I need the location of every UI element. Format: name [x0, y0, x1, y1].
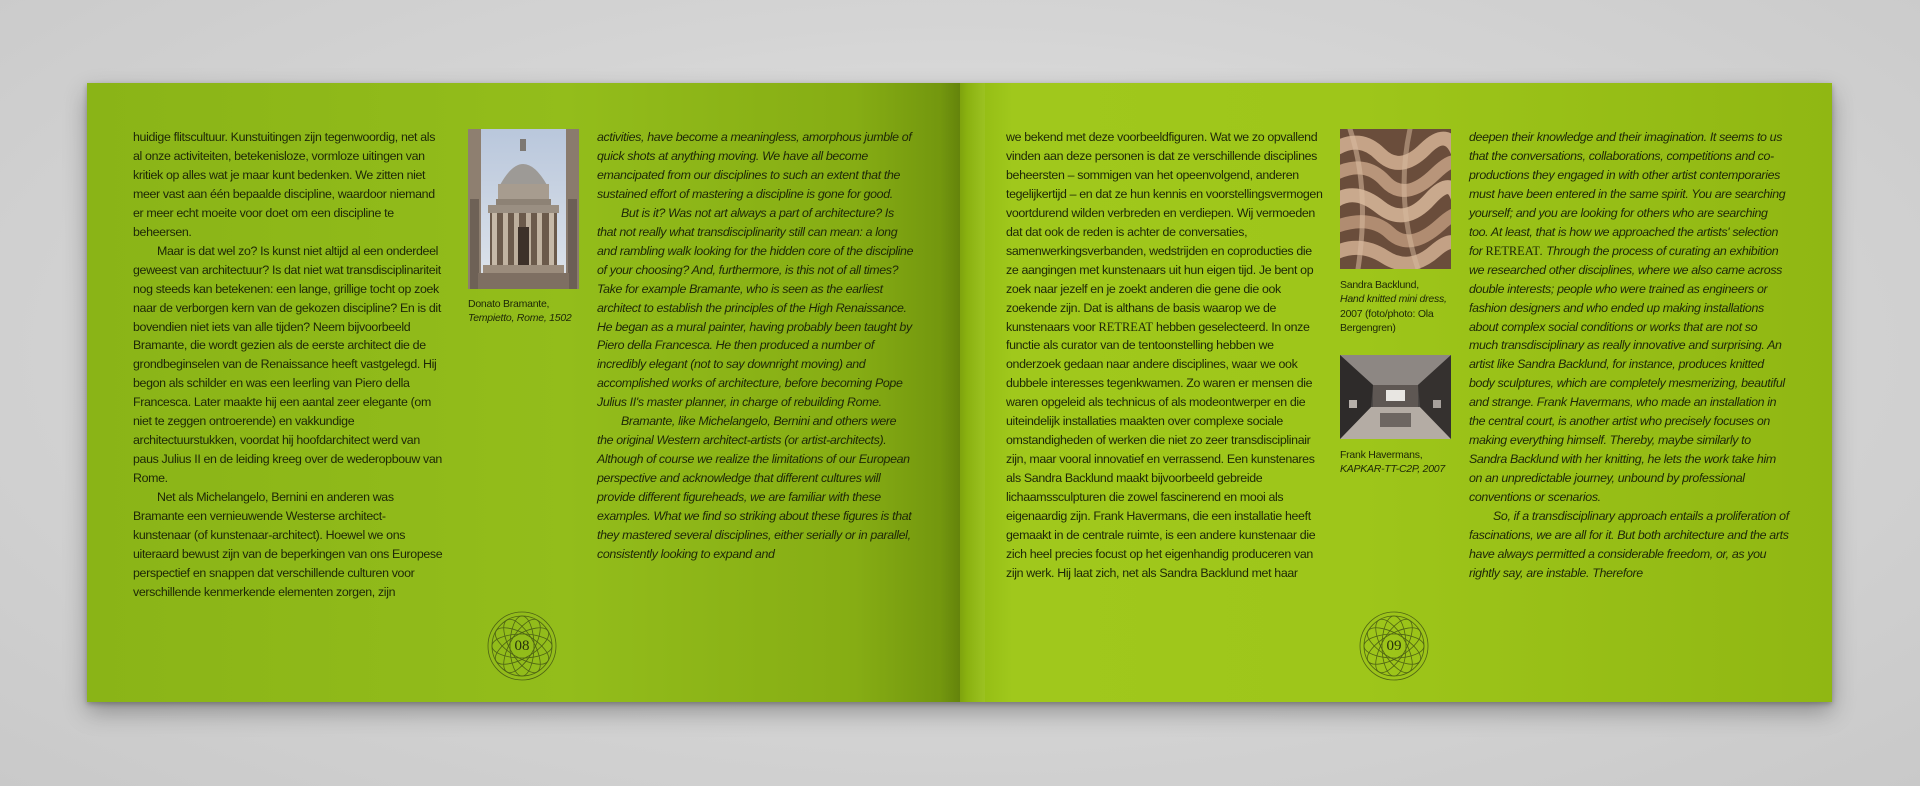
- caption-artist: Frank Havermans,: [1340, 449, 1423, 461]
- left-page-column-dutch: [133, 128, 443, 602]
- caption-work: KAPKAR-TT-C2P, 2007: [1340, 463, 1445, 476]
- right-page: [960, 83, 1832, 702]
- book-spread: [87, 83, 1832, 702]
- retreat-wordmark: RETREAT: [1098, 319, 1153, 334]
- caption-artist: Sandra Backlund,: [1340, 279, 1419, 291]
- caption-credit: 2007 (foto/photo: Ola Bergengren): [1340, 307, 1434, 334]
- paragraph: [1006, 128, 1326, 583]
- text-run: deepen their knowledge and their imagination. It seems to us that the conversations, collaborations, competitions and co-productions they engaged in with other artist contemporaries must have been entered in the same spirit. You are searching yourself; and you are looking for others who are searching too. At least, that is how we approached the artists' selection for: [1469, 130, 1786, 258]
- page-number-08: [484, 608, 560, 684]
- paragraph: huidige flitscultuur. Kunstuitingen zijn tegenwoordig, net als al onze activiteiten, betekenisloze, vormloze uitingen van kritiek op alles wat je maar kunt bedenken. We zitten niet meer vast aan één bepaalde discipline, waardoor niemand er meer echt moeite voor doet om een discipline te beheersen.: [133, 130, 436, 239]
- tempietto-caption: [468, 297, 593, 326]
- page-number: 08: [514, 638, 530, 654]
- kapkar-caption: [1340, 448, 1460, 477]
- text-run: hebben geselecteerd. In onze functie als curator van de tentoonstelling hebben we onderzoek gedaan naar andere disciplines, waar we ook dubbele interesses tegenkwamen. Zo waren er mensen die waren opgeleid als technicus of als modeontwerper en die uiteindelijk installaties maakten over complexe sociale omstandigheden of werken die niet zo zeer transdisciplinair zijn, maar vooral innovatief en verrassend. Een kunstenares als Sandra Backlund maakt bijvoorbeeld gebreide lichaamssculpturen die zowel fascinerend en mooi als eigenaardig zijn. Frank Havermans, die een installatie heeft gemaakt in de centrale ruimte, is een andere kunstenaar die zich heel precies focust op het eigenhandig produceren van zijn werk. Hij laat zich, net als Sandra Backlund met haar: [1006, 319, 1316, 580]
- kapkar-installation-photo: [1340, 355, 1451, 439]
- book-gutter-shadow: [940, 83, 985, 702]
- text-run: we bekend met deze voorbeeldfiguren. Wat we zo opvallend vinden aan deze personen is dat ze verschillende disciplines beheersten – sommigen van het opeenvolgend, anderen tegelijkertijd – en dat ze hun kennis en voorstellingsvermogen voortdurend wilden verbreden en verdiepen. Wij vermoeden dat dat ook de reden is achter de conversaties, samenwerkingsverbanden, wedstrijden en coproducties die ze aangingen met kunstenaars uit hun eigen tijd. Je bent op zoek naar jezelf en je zoekt anderen die gene die ook zoekende zijn. Dat is althans de basis waarop we de kunstenaars voor: [1006, 130, 1323, 334]
- retreat-wordmark: RETREAT: [1485, 243, 1540, 258]
- right-page-column-english: [1469, 128, 1789, 583]
- paragraph: Net als Michelangelo, Bernini en anderen was Bramante een vernieuwende Westerse architect-kunstenaar (of kunstenaar-architect). Hoewel we ons uiteraard bewust zijn van de beperkingen van ons Europese perspectief en snappen dat verschillende culturen voor verschillende kenmerkende elementen zorgen, zijn: [133, 490, 443, 599]
- left-page: [87, 83, 960, 702]
- paragraph: Maar is dat wel zo? Is kunst niet altijd al een onderdeel geweest van architectuur? Is dat niet wat transdisciplinariteit nog steeds kan betekenen: een lange, grillige tocht op zoek naar de verborgen kern van de gekozen discipline? En is dit bovendien niet iets van alle tijden? Neem bijvoorbeeld Bramante, die wordt gezien als de eerste architect die de grondbeginselen van de Renaissance heeft vastgelegd. Hij begon als schilder en was een leerling van Piero della Francesca. Later maakte hij een aantal zeer elegante (om niet te zeggen ontroerende) en vakkundige architectuurstukken, voordat hij hoofdarchitect werd van paus Julius II en de leiding kreeg over de wederopbouw van Rome.: [133, 243, 442, 486]
- paragraph: So, if a transdisciplinary approach entails a proliferation of fascinations, we are all for it. But both architecture and the arts have always permitted a considerable freedom, or, as you rightly say, are instable. Therefore: [1469, 509, 1789, 580]
- knitted-dress-caption: [1340, 278, 1460, 335]
- left-page-column-english: [597, 128, 915, 564]
- paragraph: But is it? Was not art always a part of architecture? Is that not really what transdisciplinarity still can mean: a long and rambling walk looking for the hidden core of the discipline of your choosing? And, furthermore, is this not of all times? Take for example Bramante, who is seen as the earliest architect to establish the principles of the High Renaissance. He began as a mural painter, having probably been taught by Piero della Francesca. He then produced a number of incredibly elegant (not to say downright moving) and accomplished works of architecture, before becoming Pope Julius II's master planner, in charge of rebuilding Rome.: [597, 205, 914, 410]
- paragraph: [1469, 128, 1789, 507]
- caption-artist: Donato Bramante,: [468, 298, 550, 310]
- text-run: . Through the process of curating an exhibition we researched other disciplines, where we also came across double interests; people who were trained as engineers or fashion designers and who ended up making installations about complex social conditions or works that are not so much transdisciplinary as really innovative and surprising. An artist like Sandra Backlund, for instance, produces knitted body sculptures, which are completely mesmerizing, beautiful and strange. Frank Havermans, who made an installation in the central court, is another artist who precisely focuses on making everything himself. Thereby, maybe similarly to Sandra Backlund with her knitting, he lets the work take him on an unpredictable journey, unbound by professional conventions or scenarios.: [1469, 243, 1785, 505]
- page-number: 09: [1386, 638, 1402, 654]
- right-page-column-dutch: [1006, 128, 1326, 583]
- tempietto-photo: [468, 129, 579, 289]
- page-number-09: [1356, 608, 1432, 684]
- knitted-dress-photo: [1340, 129, 1451, 269]
- paragraph: activities, have become a meaningless, amorphous jumble of quick shots at anything moving. We have all become emancipated from our disciplines to such an extent that the sustained effort of mastering a discipline is gone for good.: [597, 130, 912, 201]
- paragraph: Bramante, like Michelangelo, Bernini and others were the original Western architect-artists (or artist-architects). Although of course we realize the limitations of our European perspective and acknowledge that different cultures will provide different figureheads, we are familiar with these examples. What we find so striking about these figures is that they mastered several disciplines, either serially or in parallel, consistently looking to expand and: [597, 414, 912, 561]
- caption-work: Tempietto, Rome, 1502: [468, 312, 572, 325]
- caption-work: Hand knitted mini dress,: [1340, 293, 1447, 306]
